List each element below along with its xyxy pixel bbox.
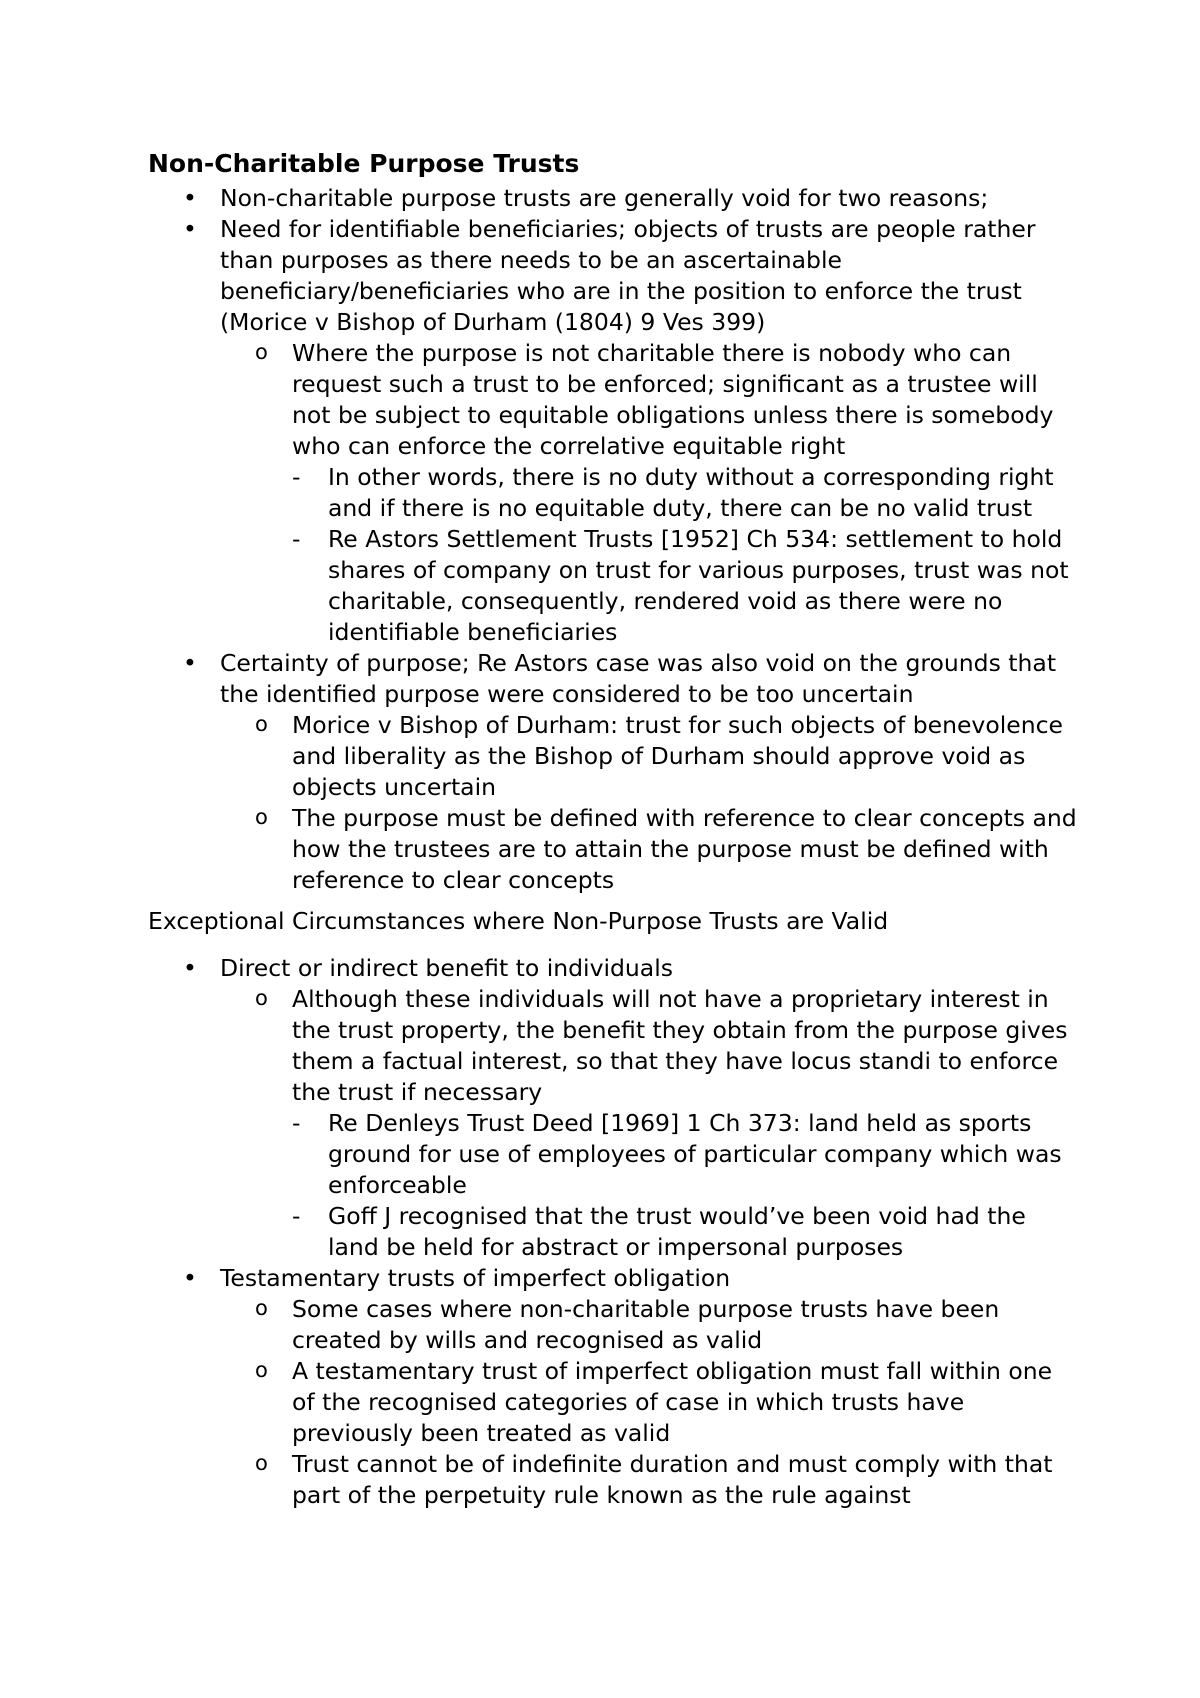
sub-list — [220, 984, 1078, 1263]
sub-list — [220, 1294, 1078, 1511]
sub-sub-list-item: - Goff J recognised that the trust would’ve been void had the land be held for abstract or impersonal purposes — [292, 1201, 1078, 1263]
sub-list-item: o The purpose must be defined with reference to clear concepts and how the trustees are to attain the purpose must be defined with reference to clear concepts — [220, 803, 1078, 896]
list-item: • Need for identifiable beneficiaries; objects of trusts are people rather than purposes as there needs to be an ascertainable beneficiary/beneficiaries who are in the position to enforce the trust (Morice v Bishop of Durham (1804) 9 Ves 399) o Where the purpose is not charitable there is nobody who can request such a trust to be enforced; significant as a trustee will not be subject to equitable obligations unless there is somebody who can enforce the correlative equitable right - In other words, there is no duty without a corresponding right and if there is no equitable duty, there can be no valid trust - Re Astors Settlement Trusts [1952] Ch 534: settlement to hold shares of company on trust for various purposes, trust was not charitable, consequently, rendered void as there were no identifiable beneficiaries — [148, 214, 1078, 648]
sub-sub-list-item: - In other words, there is no duty without a corresponding right and if there is no equitable duty, there can be no valid trust — [292, 462, 1078, 524]
sub-list-item: o Some cases where non-charitable purpose trusts have been created by wills and recognised as valid — [220, 1294, 1078, 1356]
sub-list — [220, 710, 1078, 896]
list-item: • Non-charitable purpose trusts are generally void for two reasons; — [148, 183, 1078, 214]
section-subheading: Exceptional Circumstances where Non-Purpose Trusts are Valid — [148, 907, 889, 935]
list-item: • Direct or indirect benefit to individuals o Although these individuals will not have a proprietary interest in the trust property, the benefit they obtain from the purpose gives them a factual interest, so that they have locus standi to enforce the trust if necessary - Re Denleys Trust Deed [1969] 1 Ch 373: land held as sports ground for use of employees of particular company which was enforceable - Goff J recognised that the trust would’ve been void had the land be held for abstract or impersonal purposes — [148, 953, 1078, 1263]
sub-sub-list — [292, 462, 1078, 648]
sub-list-item: o Where the purpose is not charitable there is nobody who can request such a trust to be enforced; significant as a trustee will not be subject to equitable obligations unless there is somebody who can enforce the correlative equitable right - In other words, there is no duty without a corresponding right and if there is no equitable duty, there can be no valid trust - Re Astors Settlement Trusts [1952] Ch 534: settlement to hold shares of company on trust for various purposes, trust was not charitable, consequently, rendered void as there were no identifiable beneficiaries — [220, 338, 1078, 648]
sub-list-item: o Trust cannot be of indefinite duration and must comply with that part of the perpetuity rule known as the rule against — [220, 1449, 1078, 1511]
sub-list-item: o Morice v Bishop of Durham: trust for such objects of benevolence and liberality as the Bishop of Durham should approve void as objects uncertain — [220, 710, 1078, 803]
section2-list — [148, 953, 1078, 1511]
sub-list-item: o A testamentary trust of imperfect obligation must fall within one of the recognised categories of case in which trusts have previously been treated as valid — [220, 1356, 1078, 1449]
sub-sub-list-item: - Re Denleys Trust Deed [1969] 1 Ch 373: land held as sports ground for use of employees of particular company which was enforceable — [292, 1108, 1078, 1201]
sub-list-item: o Although these individuals will not have a proprietary interest in the trust property, the benefit they obtain from the purpose gives them a factual interest, so that they have locus standi to enforce the trust if necessary - Re Denleys Trust Deed [1969] 1 Ch 373: land held as sports ground for use of employees of particular company which was enforceable - Goff J recognised that the trust would’ve been void had the land be held for abstract or impersonal purposes — [220, 984, 1078, 1263]
list-item: • Testamentary trusts of imperfect obligation o Some cases where non-charitable purpose trusts have been created by wills and recognised as valid o A testamentary trust of imperfect obligation must fall within one of the recognised categories of case in which trusts have previously been treated as valid o Trust cannot be of indefinite duration and must comply with that part of the perpetuity rule known as the rule against — [148, 1263, 1078, 1511]
sub-list — [220, 338, 1078, 648]
section1-list — [148, 183, 1078, 896]
sub-sub-list-item: - Re Astors Settlement Trusts [1952] Ch 534: settlement to hold shares of company on trust for various purposes, trust was not charitable, consequently, rendered void as there were no identifiable beneficiaries — [292, 524, 1078, 648]
sub-sub-list — [292, 1108, 1078, 1263]
document-page — [148, 148, 1078, 1511]
page-title: Non-Charitable Purpose Trusts — [148, 149, 580, 178]
list-item: • Certainty of purpose; Re Astors case was also void on the grounds that the identified purpose were considered to be too uncertain o Morice v Bishop of Durham: trust for such objects of benevolence and liberality as the Bishop of Durham should approve void as objects uncertain o The purpose must be defined with reference to clear concepts and how the trustees are to attain the purpose must be defined with reference to clear concepts — [148, 648, 1078, 896]
